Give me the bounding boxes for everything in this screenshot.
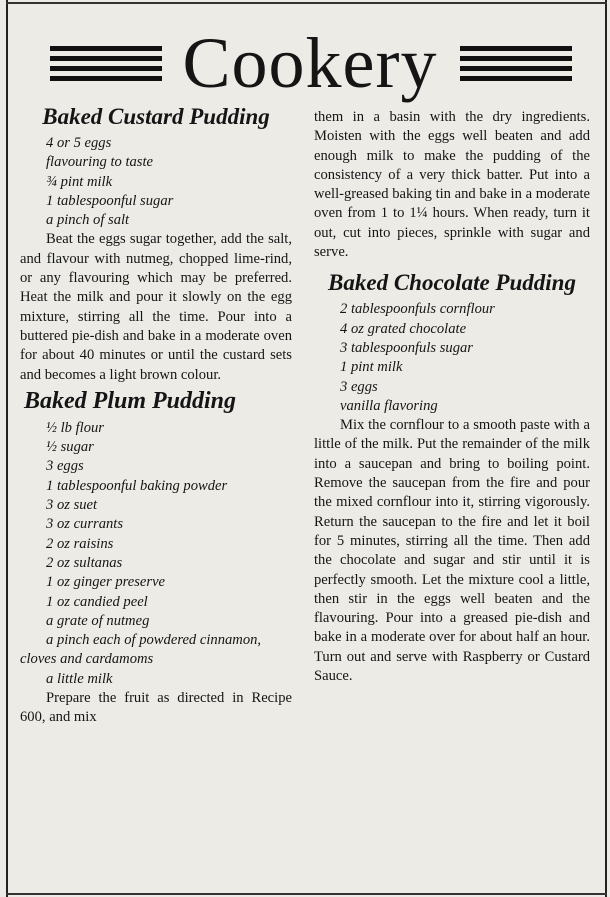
ingredient: flavouring to taste — [46, 154, 154, 171]
ingredient: ½ sugar — [46, 439, 94, 456]
page-title: Cookery — [182, 23, 438, 103]
bottom-border-rule — [6, 893, 607, 895]
chocolate-method: Mix the cornflour to a smooth paste with a little of the milk. Put the remainder of the milk into a saucepan and bring to boiling point. Remove the saucepan from the fire and pour the mixed cornflour into it, stirring vigorously. Return the saucepan to the fire and let it boil for 5 minutes, stirring all the time. Then add the chocolate and sugar and stir until it is perfectly smooth. Let the mixture cool a little, then stir in the eggs well beaten and the flavouring. Pour into a greased pie-dish and bake in a moderate over for about half an hour. Turn out and serve with Raspberry or Custard Sauce. — [314, 417, 590, 685]
ingredient: 2 oz raisins — [46, 535, 114, 552]
ingredient: 4 oz grated chocolate — [340, 320, 467, 337]
plum-method-continued: them in a basin with the dry ingredients. Moisten with the eggs well beaten and add enough milk to make the pudding of the consistency of a very thick batter. Put into a well-greased baking tin and bake in a moderate oven from 1 to 1¼ hours. When ready, turn it out, cut into pieces, sprinkle with sugar and serve. — [314, 109, 590, 261]
ingredient: 1 tablespoonful baking powder — [46, 477, 228, 494]
ingredient: a little milk — [46, 670, 113, 687]
plum-recipe-title: Baked Plum Pudding — [24, 387, 237, 414]
top-border-rule — [6, 2, 607, 4]
left-border-rule — [6, 0, 8, 897]
ingredient: 2 tablespoonfuls cornflour — [340, 301, 495, 318]
right-border-rule — [605, 0, 607, 897]
right-column — [314, 108, 590, 686]
chocolate-ingredients — [314, 300, 590, 416]
chocolate-recipe-title: Baked Chocolate Pudding — [328, 270, 576, 296]
ingredient: 3 oz currants — [46, 516, 124, 533]
ingredient: a pinch each of powdered cinnamon, cloves and cardamoms — [20, 632, 262, 668]
plum-ingredients — [20, 419, 292, 689]
left-column — [20, 104, 292, 728]
ingredient: 4 or 5 eggs — [46, 135, 112, 151]
ingredient: a grate of nutmeg — [46, 612, 150, 629]
ingredient: a pinch of salt — [46, 212, 130, 229]
ingredient: ½ lb flour — [46, 419, 104, 436]
masthead — [0, 20, 610, 106]
ingredient: 3 tablespoonfuls sugar — [340, 339, 473, 356]
custard-recipe-title: Baked Custard Pudding — [42, 104, 270, 129]
ingredient: ¾ pint milk — [46, 173, 113, 190]
custard-method: Beat the eggs sugar together, add the salt, and flavour with nutmeg, chopped lime-rind, or any flavouring which may be preferred. Heat the milk and pour it slowly on the egg mixture, stirring all the time. Pour into a buttered pie-dish and bake in a moderate oven for about 40 minutes or until the custard sets and becomes a light brown colour. — [20, 231, 292, 383]
right-stripes-ornament — [460, 46, 572, 86]
ingredient: 1 oz candied peel — [46, 593, 148, 610]
ingredient: 3 eggs — [340, 378, 378, 395]
ingredient: 1 oz ginger preserve — [46, 574, 166, 591]
left-stripes-ornament — [50, 46, 162, 86]
ingredient: 3 eggs — [46, 458, 84, 475]
ingredient: 3 oz suet — [46, 497, 98, 514]
custard-ingredients — [20, 134, 292, 230]
ingredient: 2 oz sultanas — [46, 554, 123, 571]
plum-method: Prepare the fruit as directed in Recipe 600, and mix — [20, 690, 292, 726]
ingredient: 1 pint milk — [340, 359, 403, 376]
ingredient: vanilla flavoring — [340, 397, 438, 414]
ingredient: 1 tablespoonful sugar — [46, 192, 174, 209]
